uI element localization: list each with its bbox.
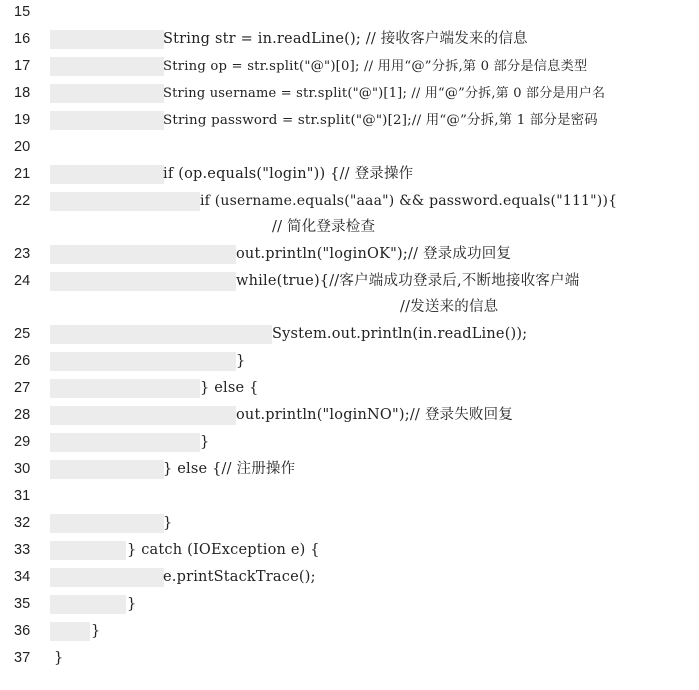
code-text: String op = str.split("@")[0]; // 用用“@”分拆,第 0 部分是信息类型 <box>163 59 588 74</box>
code-line <box>0 189 699 242</box>
code-line <box>0 349 699 376</box>
line-number: 19 <box>14 112 31 128</box>
line-number: 33 <box>14 542 31 558</box>
code-text: } <box>236 353 246 369</box>
line-highlight <box>50 352 236 371</box>
line-number: 35 <box>14 596 31 612</box>
line-highlight <box>50 272 236 291</box>
code-line <box>0 376 699 403</box>
code-text: } <box>127 596 137 612</box>
code-line <box>0 538 699 565</box>
line-highlight <box>50 30 164 49</box>
line-number: 23 <box>14 246 31 262</box>
line-number: 20 <box>14 139 31 155</box>
code-line <box>0 430 699 457</box>
line-number: 36 <box>14 623 31 639</box>
line-number: 21 <box>14 166 31 182</box>
code-line <box>0 565 699 592</box>
code-text: } <box>91 623 101 639</box>
code-line <box>0 0 699 27</box>
line-highlight <box>50 379 200 398</box>
code-text: out.println("loginNO");// 登录失败回复 <box>236 407 514 423</box>
line-highlight <box>50 541 126 560</box>
line-highlight <box>50 325 272 344</box>
line-number: 28 <box>14 407 31 423</box>
code-line <box>0 457 699 484</box>
code-line <box>0 592 699 619</box>
code-text: } catch (IOException e) { <box>127 542 320 558</box>
line-number: 30 <box>14 461 31 477</box>
line-highlight <box>50 84 164 103</box>
line-highlight <box>50 514 164 533</box>
code-text: String username = str.split("@")[1]; // 用“@”分拆,第 0 部分是用户名 <box>163 86 606 101</box>
line-highlight <box>50 460 164 479</box>
code-line <box>0 81 699 108</box>
line-highlight <box>50 165 164 184</box>
code-text: } <box>163 515 173 531</box>
line-number: 18 <box>14 85 31 101</box>
code-line <box>0 27 699 54</box>
code-text: out.println("loginOK");// 登录成功回复 <box>236 246 512 262</box>
line-number: 37 <box>14 650 31 666</box>
line-number: 26 <box>14 353 31 369</box>
line-highlight <box>50 406 236 425</box>
code-continuation: // 简化登录检查 <box>272 219 376 235</box>
code-line <box>0 54 699 81</box>
line-number: 25 <box>14 326 31 342</box>
code-line <box>0 135 699 162</box>
line-number: 34 <box>14 569 31 585</box>
code-text: } <box>200 434 210 450</box>
code-text: } else {// 注册操作 <box>163 461 296 477</box>
line-number: 15 <box>14 4 31 20</box>
code-text: String str = in.readLine(); // 接收客户端发来的信息 <box>163 31 528 47</box>
line-number: 17 <box>14 58 31 74</box>
code-text: } <box>54 650 64 666</box>
code-continuation: //发送来的信息 <box>400 299 499 315</box>
line-number: 32 <box>14 515 31 531</box>
line-number: 31 <box>14 488 31 504</box>
code-line <box>0 646 699 673</box>
line-number: 16 <box>14 31 31 47</box>
code-text: if (op.equals("login")) {// 登录操作 <box>163 166 414 182</box>
code-line <box>0 619 699 646</box>
line-highlight <box>50 111 164 130</box>
code-text: } else { <box>200 380 259 396</box>
code-line <box>0 322 699 349</box>
line-number: 29 <box>14 434 31 450</box>
code-text: e.printStackTrace(); <box>163 569 316 585</box>
code-text: System.out.println(in.readLine()); <box>272 326 528 342</box>
line-number: 22 <box>14 193 31 209</box>
code-line <box>0 403 699 430</box>
code-line <box>0 162 699 189</box>
line-number: 24 <box>14 273 31 289</box>
line-highlight <box>50 192 200 211</box>
line-highlight <box>50 245 236 264</box>
line-highlight <box>50 568 164 587</box>
code-text: while(true){//客户端成功登录后,不断地接收客户端 <box>236 273 580 289</box>
line-highlight <box>50 433 200 452</box>
code-line <box>0 242 699 269</box>
code-text: String password = str.split("@")[2];// 用“@”分拆,第 1 部分是密码 <box>163 113 598 128</box>
line-highlight <box>50 595 126 614</box>
code-line <box>0 108 699 135</box>
code-text: if (username.equals("aaa") && password.equals("111")){ <box>200 193 618 209</box>
code-line <box>0 484 699 511</box>
code-line <box>0 511 699 538</box>
code-line <box>0 269 699 322</box>
line-number: 27 <box>14 380 31 396</box>
line-highlight <box>50 57 164 76</box>
line-highlight <box>50 622 90 641</box>
